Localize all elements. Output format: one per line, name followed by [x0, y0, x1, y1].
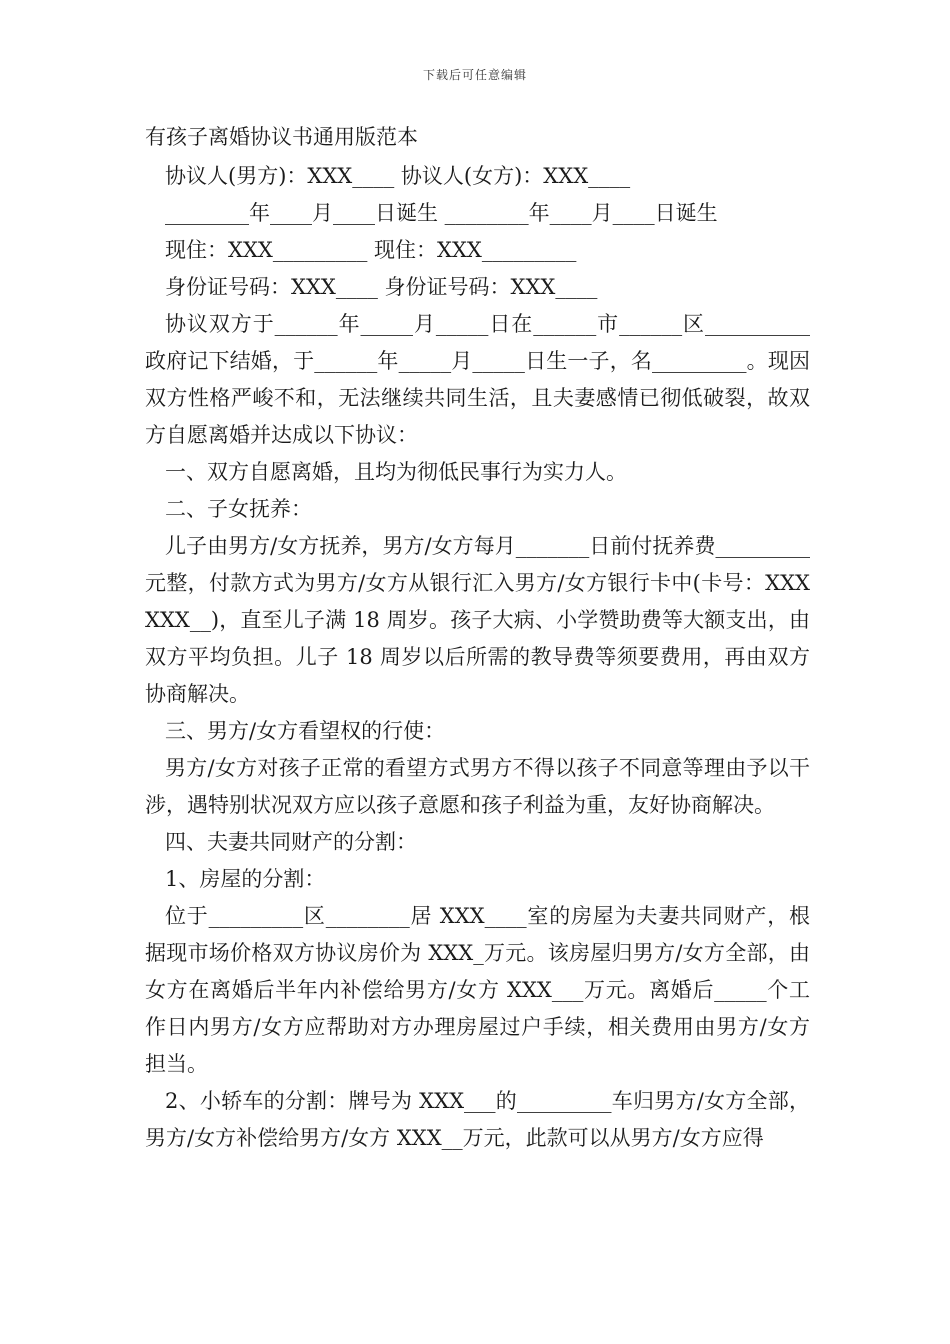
document-title: 有孩子离婚协议书通用版范本 [145, 125, 418, 149]
clause-4-1-body: 位于_________区________居 XXX____室的房屋为夫妻共同财产，根据现市场价格双方协议房价为 XXX_万元。该房屋归男方/女方全部，由女方在离婚后半年内补偿给男方/女方 XXX___万元。离婚后_____个工作日内男方/女方应帮助对方办理房屋过户手续，相关费用由男方/女方担当。 [145, 904, 810, 1076]
intro-paragraph: 协议双方于______年_____月_____日在______市______区__________政府记下结婚，于______年_____月_____日生一子，名_________。现因双方性格严峻不和，无法继续共同生活，且夫妻感情已彻低破裂，故双方自愿离婚并达成以下协议： [145, 312, 810, 447]
party-line: 协议人(男方)：XXX____ 协议人(女方)：XXX____ [165, 164, 631, 188]
clause-2-body: 儿子由男方/女方抚养，男方/女方每月_______日前付抚养费_________元整，付款方式为男方/女方从银行汇入男方/女方银行卡中(卡号：XXXXXX__)，直至儿子满 18 周岁。孩子大病、小学赞助费等大额支出，由双方平均负担。儿子 18 周岁以后所需的教导费等须要费用，再由双方协商解决。 [145, 534, 810, 706]
address-line: 现住：XXX_________ 现住：XXX_________ [165, 238, 577, 262]
clause-3-body: 男方/女方对孩子正常的看望方式男方不得以孩子不同意等理由予以干涉，遇特别状况双方应以孩子意愿和孩子利益为重，友好协商解决。 [145, 756, 810, 817]
id-number-line: 身份证号码：XXX____ 身份证号码：XXX____ [165, 275, 598, 299]
clause-1: 一、双方自愿离婚，且均为彻低民事行为实力人。 [165, 460, 627, 484]
clause-4-heading: 四、夫妻共同财产的分割： [165, 830, 417, 854]
clause-2-heading: 二、子女抚养： [165, 497, 312, 521]
clause-3-heading: 三、男方/女方看望权的行使： [165, 719, 446, 743]
document-body [145, 122, 810, 1157]
page-header-note: 下载后可任意编辑 [422, 68, 527, 82]
clause-4-2-body: 2、小轿车的分割：牌号为 XXX___的_________车归男方/女方全部，男方/女方补偿给男方/女方 XXX__万元，此款可以从男方/女方应得 [145, 1089, 810, 1150]
clause-4-1-heading: 1、房屋的分割： [165, 867, 326, 891]
birth-line: ________年____月____日诞生 ________年____月____日诞生 [165, 201, 718, 225]
